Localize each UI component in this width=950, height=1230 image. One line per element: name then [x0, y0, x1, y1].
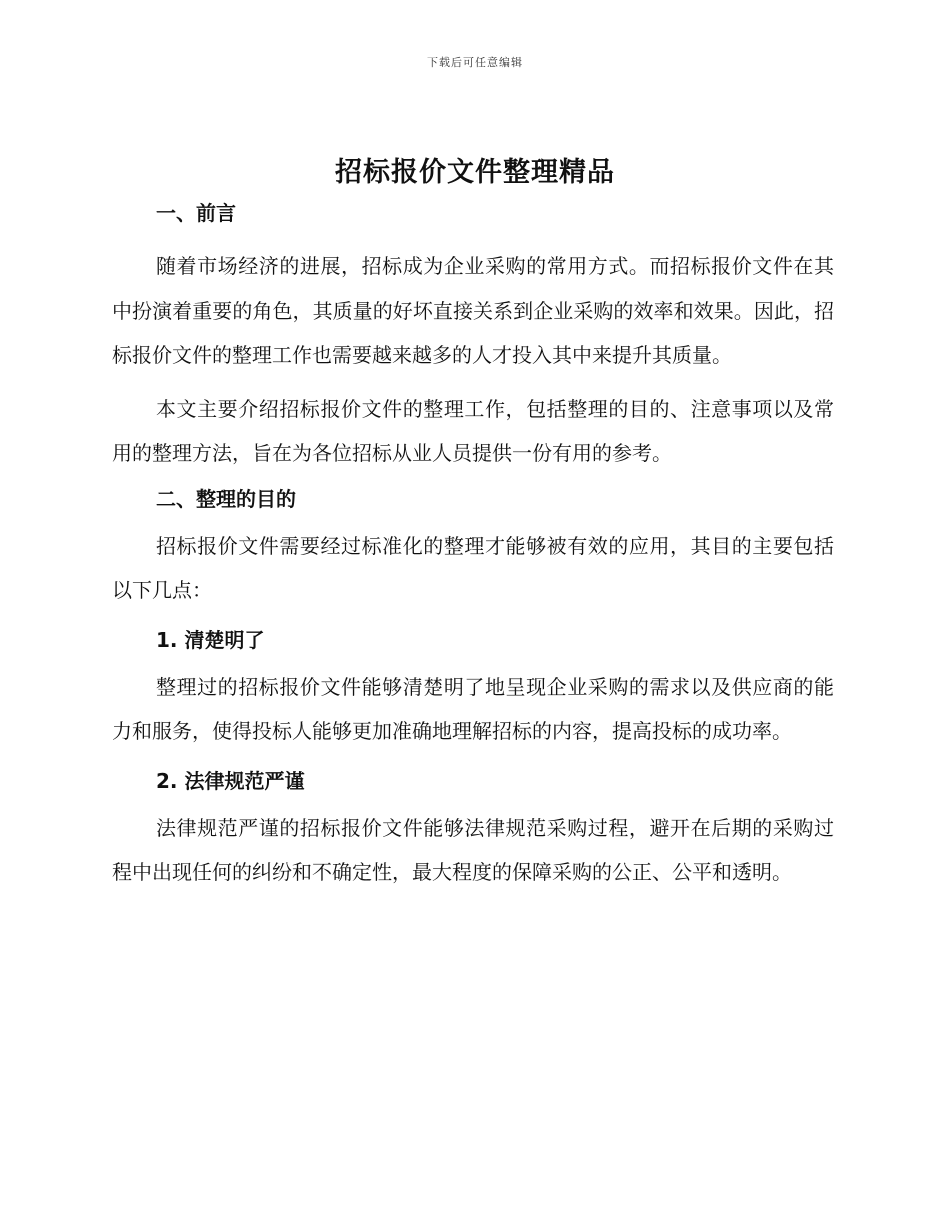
paragraph-intro-2: 本文主要介绍招标报价文件的整理工作，包括整理的目的、注意事项以及常用的整理方法，旨在为各位招标从业人员提供一份有用的参考。 — [112, 396, 834, 465]
subsection-heading-legal: 2. 法律规范严谨 — [156, 768, 305, 793]
paragraph-clarity: 整理过的招标报价文件能够清楚明了地呈现企业采购的需求以及供应商的能力和服务，使得投标人能够更加准确地理解招标的内容，提高投标的成功率。 — [112, 674, 834, 743]
header-note: 下载后可任意编辑 — [427, 56, 523, 69]
document-title: 招标报价文件整理精品 — [335, 157, 615, 188]
section-heading-purpose: 二、整理的目的 — [156, 486, 296, 511]
subsection-heading-clarity: 1. 清楚明了 — [156, 627, 265, 652]
document-body — [112, 196, 834, 905]
paragraph-intro-1: 随着市场经济的进展，招标成为企业采购的常用方式。而招标报价文件在其中扮演着重要的角色，其质量的好坏直接关系到企业采购的效率和效果。因此，招标报价文件的整理工作也需要越来越多的人才投入其中来提升其质量。 — [112, 254, 834, 367]
section-heading-intro: 一、前言 — [156, 201, 236, 225]
paragraph-legal: 法律规范严谨的招标报价文件能够法律规范采购过程，避开在后期的采购过程中出现任何的纠纷和不确定性，最大程度的保障采购的公正、公平和透明。 — [112, 815, 834, 884]
paragraph-purpose: 招标报价文件需要经过标准化的整理才能够被有效的应用，其目的主要包括以下几点： — [112, 533, 834, 602]
